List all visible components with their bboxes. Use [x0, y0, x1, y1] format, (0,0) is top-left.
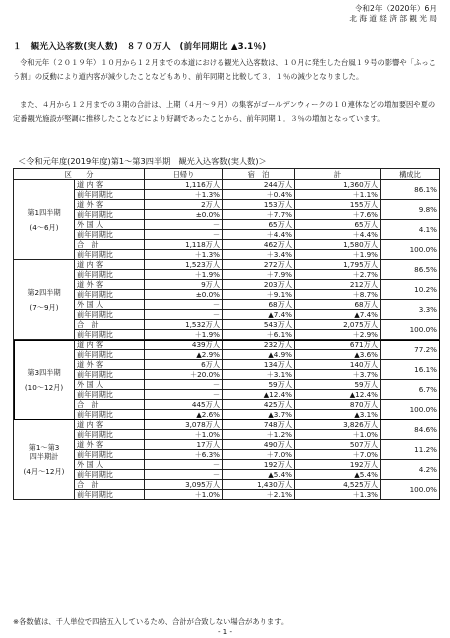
table-row: [14, 440, 440, 450]
yoy-label: 前年同期比: [75, 470, 145, 480]
stay-value: 232万人: [223, 340, 295, 350]
day-value: ＋1.9%: [145, 270, 223, 280]
day-value: ±0.0%: [145, 210, 223, 220]
yoy-label: 前年同期比: [75, 350, 145, 360]
day-value: 1,523万人: [145, 260, 223, 270]
stay-value: 244万人: [223, 180, 295, 190]
period-label: 第3四半期: [27, 367, 61, 377]
day-value: 3,078万人: [145, 420, 223, 430]
table-row: [14, 360, 440, 370]
period-label: (4～6月): [29, 222, 59, 232]
table-header: [14, 169, 440, 180]
stay-value: 425万人: [223, 400, 295, 410]
total-value: 507万人: [295, 440, 381, 450]
period-label: 第1～第3: [28, 443, 60, 452]
stay-value: ＋4.4%: [223, 230, 295, 240]
header-total: 計: [295, 169, 381, 180]
day-value: 3,095万人: [145, 480, 223, 490]
total-value: ＋7.0%: [295, 450, 381, 460]
day-value: －: [145, 390, 223, 400]
total-value: 68万人: [295, 300, 381, 310]
table-row: [14, 180, 440, 190]
period-label: (10～12月): [24, 382, 64, 392]
period-label: 第2四半期: [27, 287, 61, 297]
total-value: ▲7.4%: [295, 310, 381, 320]
day-value: 1,532万人: [145, 320, 223, 330]
visitor-table: [13, 168, 440, 500]
total-value: ▲12.4%: [295, 390, 381, 400]
period-cell: [14, 180, 75, 260]
stay-value: ＋7.9%: [223, 270, 295, 280]
total-value: ＋1.9%: [295, 250, 381, 260]
stay-value: ＋2.1%: [223, 490, 295, 500]
yoy-label: 前年同期比: [75, 250, 145, 260]
section-title: １ 観光入込客数(実人数) ８７０万人 (前年同期比 ▲3.1％): [13, 42, 267, 52]
table-row: [14, 330, 440, 340]
composition-ratio: 100.0%: [381, 480, 440, 500]
header-stay: 宿 泊: [223, 169, 295, 180]
table-row: [14, 380, 440, 390]
total-value: 1,580万人: [295, 240, 381, 250]
composition-ratio: 9.8%: [381, 200, 440, 220]
day-value: ▲2.9%: [145, 350, 223, 360]
total-value: ＋2.7%: [295, 270, 381, 280]
day-value: ＋1.3%: [145, 190, 223, 200]
stay-value: 68万人: [223, 300, 295, 310]
yoy-label: 前年同期比: [75, 210, 145, 220]
category-label: 外 国 人: [75, 300, 145, 310]
category-label: 道 外 客: [75, 200, 145, 210]
category-label: 合 計: [75, 320, 145, 330]
stay-value: ＋7.0%: [223, 450, 295, 460]
total-value: 192万人: [295, 460, 381, 470]
table-row: [14, 300, 440, 310]
stay-value: 203万人: [223, 280, 295, 290]
total-value: ＋8.7%: [295, 290, 381, 300]
table-row: [14, 370, 440, 380]
category-label: 外 国 人: [75, 220, 145, 230]
table-row: [14, 210, 440, 220]
total-value: 671万人: [295, 340, 381, 350]
stay-value: 748万人: [223, 420, 295, 430]
stay-value: 462万人: [223, 240, 295, 250]
day-value: ＋1.0%: [145, 430, 223, 440]
yoy-label: 前年同期比: [75, 310, 145, 320]
composition-ratio: 86.5%: [381, 260, 440, 280]
category-label: 道 内 客: [75, 260, 145, 270]
category-label: 道 外 客: [75, 360, 145, 370]
day-value: 6万人: [145, 360, 223, 370]
period-cell: [14, 420, 75, 500]
composition-ratio: 4.2%: [381, 460, 440, 480]
total-value: ＋2.9%: [295, 330, 381, 340]
table-row: [14, 480, 440, 490]
total-value: ▲3.1%: [295, 410, 381, 420]
quarter-group: [14, 340, 440, 420]
stay-value: 490万人: [223, 440, 295, 450]
period-cell: [14, 340, 75, 420]
category-label: 道 外 客: [75, 280, 145, 290]
yoy-label: 前年同期比: [75, 370, 145, 380]
category-label: 道 内 客: [75, 180, 145, 190]
quarter-group: [14, 260, 440, 340]
total-value: ＋1.0%: [295, 430, 381, 440]
stay-value: ▲12.4%: [223, 390, 295, 400]
stay-value: 272万人: [223, 260, 295, 270]
day-value: ＋1.3%: [145, 250, 223, 260]
table-row: [14, 490, 440, 500]
day-value: －: [145, 460, 223, 470]
day-value: －: [145, 300, 223, 310]
yoy-label: 前年同期比: [75, 270, 145, 280]
total-value: ＋1.3%: [295, 490, 381, 500]
total-value: ＋3.7%: [295, 370, 381, 380]
composition-ratio: 16.1%: [381, 360, 440, 380]
composition-ratio: 86.1%: [381, 180, 440, 200]
table-row: [14, 190, 440, 200]
total-value: ▲5.4%: [295, 470, 381, 480]
yoy-label: 前年同期比: [75, 490, 145, 500]
day-value: 2万人: [145, 200, 223, 210]
total-value: ▲3.6%: [295, 350, 381, 360]
table-row: [14, 470, 440, 480]
stay-value: 1,430万人: [223, 480, 295, 490]
table-row: [14, 290, 440, 300]
category-label: 合 計: [75, 400, 145, 410]
yoy-label: 前年同期比: [75, 430, 145, 440]
table-row: [14, 230, 440, 240]
stay-value: ＋7.7%: [223, 210, 295, 220]
category-label: 道 内 客: [75, 340, 145, 350]
category-label: 道 内 客: [75, 420, 145, 430]
paragraph-1: 令和元年（２０１９年）１０月から１２月までの本道における観光入込客数は、１０月に発生した台風１９号の影響や「ふっこう割」の反動により道内客が減少したことなどもあり、前年同期と比較して３．１％の減少となりました。: [13, 58, 436, 81]
composition-ratio: 10.2%: [381, 280, 440, 300]
document-header: [349, 4, 437, 24]
yoy-label: 前年同期比: [75, 190, 145, 200]
period-cell: [14, 260, 75, 340]
stay-value: ▲7.4%: [223, 310, 295, 320]
yoy-label: 前年同期比: [75, 450, 145, 460]
stay-value: 134万人: [223, 360, 295, 370]
total-value: ＋7.6%: [295, 210, 381, 220]
yoy-label: 前年同期比: [75, 230, 145, 240]
day-value: ▲2.6%: [145, 410, 223, 420]
day-value: 445万人: [145, 400, 223, 410]
table-row: [14, 270, 440, 280]
composition-ratio: 100.0%: [381, 240, 440, 260]
composition-ratio: 4.1%: [381, 220, 440, 240]
table-row: [14, 280, 440, 290]
stay-value: 153万人: [223, 200, 295, 210]
total-value: 212万人: [295, 280, 381, 290]
total-value: 59万人: [295, 380, 381, 390]
header-ratio: 構成比: [381, 169, 440, 180]
period-label: 第1四半期: [27, 207, 61, 217]
table-row: [14, 400, 440, 410]
stay-value: ＋1.2%: [223, 430, 295, 440]
day-value: 1,118万人: [145, 240, 223, 250]
total-value: 140万人: [295, 360, 381, 370]
table-row: [14, 340, 440, 350]
stay-value: ＋3.1%: [223, 370, 295, 380]
stay-value: ＋6.1%: [223, 330, 295, 340]
category-label: 合 計: [75, 240, 145, 250]
table-row: [14, 390, 440, 400]
day-value: 1,116万人: [145, 180, 223, 190]
table-row: [14, 430, 440, 440]
composition-ratio: 77.2%: [381, 340, 440, 360]
composition-ratio: 84.6%: [381, 420, 440, 440]
day-value: 9万人: [145, 280, 223, 290]
total-value: 65万人: [295, 220, 381, 230]
day-value: －: [145, 310, 223, 320]
composition-ratio: 100.0%: [381, 320, 440, 340]
stay-value: 65万人: [223, 220, 295, 230]
yoy-label: 前年同期比: [75, 390, 145, 400]
category-label: 外 国 人: [75, 460, 145, 470]
category-label: 合 計: [75, 480, 145, 490]
day-value: 439万人: [145, 340, 223, 350]
day-value: ±0.0%: [145, 290, 223, 300]
category-label: 外 国 人: [75, 380, 145, 390]
header-date: 令和2年（2020年）6月: [354, 4, 437, 13]
period-label: (4月～12月): [23, 467, 65, 476]
table-row: [14, 450, 440, 460]
header-day: 日帰り: [145, 169, 223, 180]
total-value: 3,826万人: [295, 420, 381, 430]
composition-ratio: 100.0%: [381, 400, 440, 420]
total-value: ＋4.4%: [295, 230, 381, 240]
stay-value: ▲5.4%: [223, 470, 295, 480]
stay-value: ▲4.9%: [223, 350, 295, 360]
table-row: [14, 420, 440, 430]
total-value: 155万人: [295, 200, 381, 210]
stay-value: ＋3.4%: [223, 250, 295, 260]
yoy-label: 前年同期比: [75, 330, 145, 340]
table-row: [14, 200, 440, 210]
day-value: －: [145, 230, 223, 240]
table-row: [14, 320, 440, 330]
table-row: [14, 220, 440, 230]
page-number: - 1 -: [218, 628, 232, 636]
table-row: [14, 410, 440, 420]
day-value: ＋20.0%: [145, 370, 223, 380]
stay-value: 543万人: [223, 320, 295, 330]
stay-value: 59万人: [223, 380, 295, 390]
table-row: [14, 460, 440, 470]
stay-value: ＋9.1%: [223, 290, 295, 300]
table-title: ＜令和元年度(2019年度)第1～第3四半期 観光入込客数(実人数)＞: [18, 156, 267, 166]
period-label: 四半期計: [29, 452, 59, 461]
day-value: －: [145, 220, 223, 230]
period-label: (7～9月): [29, 302, 59, 312]
total-value: 4,525万人: [295, 480, 381, 490]
table-row: [14, 250, 440, 260]
total-value: 870万人: [295, 400, 381, 410]
stay-value: ＋0.4%: [223, 190, 295, 200]
day-value: ＋1.0%: [145, 490, 223, 500]
header-org: 北 海 道 経 済 部 観 光 局: [349, 14, 437, 23]
composition-ratio: 6.7%: [381, 380, 440, 400]
category-label: 道 外 客: [75, 440, 145, 450]
table-row: [14, 310, 440, 320]
stay-value: ▲3.7%: [223, 410, 295, 420]
composition-ratio: 3.3%: [381, 300, 440, 320]
total-value: 2,075万人: [295, 320, 381, 330]
day-value: －: [145, 380, 223, 390]
total-value: ＋1.1%: [295, 190, 381, 200]
day-value: －: [145, 470, 223, 480]
paragraph-2: また、４月から１２月までの３期の合計は、上期（４月～９月）の集客がゴールデンウィークの１０連休などの増加要因や夏の定番観光施設が堅調に推移したことなどにより好調であったことから、前年同期１．３％の増加となっています。: [13, 100, 436, 123]
quarter-group: [14, 420, 440, 500]
table-row: [14, 240, 440, 250]
total-value: 1,795万人: [295, 260, 381, 270]
table-row: [14, 260, 440, 270]
total-value: 1,360万人: [295, 180, 381, 190]
composition-ratio: 11.2%: [381, 440, 440, 460]
header-kubun: 区 分: [14, 169, 145, 180]
footnote: ※各数値は、千人単位で四捨五入しているため、合計が合致しない場合があります。: [13, 617, 289, 626]
yoy-label: 前年同期比: [75, 290, 145, 300]
table-row: [14, 350, 440, 360]
stay-value: 192万人: [223, 460, 295, 470]
day-value: ＋6.3%: [145, 450, 223, 460]
yoy-label: 前年同期比: [75, 410, 145, 420]
day-value: ＋1.9%: [145, 330, 223, 340]
day-value: 17万人: [145, 440, 223, 450]
quarter-group: [14, 180, 440, 260]
